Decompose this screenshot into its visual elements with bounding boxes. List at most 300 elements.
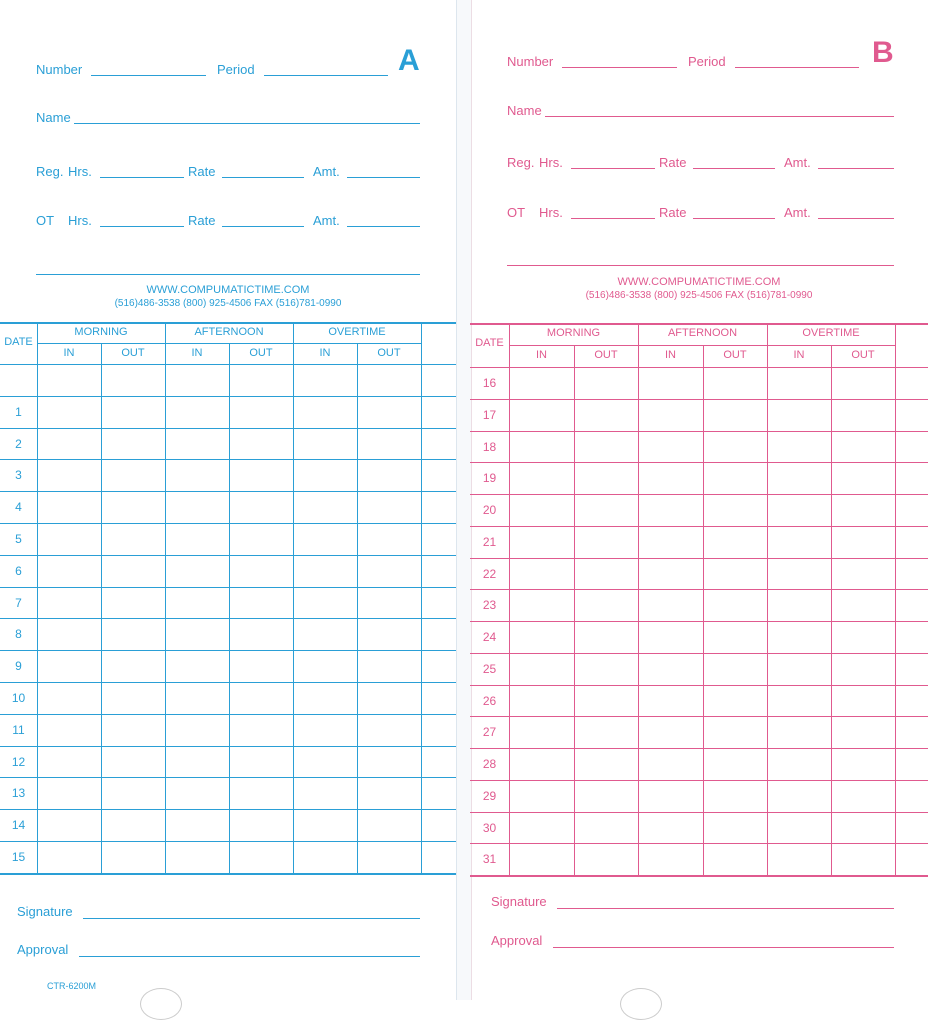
time-cell[interactable] [165, 396, 229, 428]
column-divider [421, 322, 422, 873]
time-cell[interactable] [509, 780, 574, 812]
time-cell[interactable] [293, 491, 357, 523]
time-cell[interactable] [101, 396, 165, 428]
time-cell[interactable] [229, 777, 293, 809]
time-cell[interactable] [293, 841, 357, 873]
morning-in-header: IN [536, 349, 547, 361]
time-cell[interactable] [357, 428, 421, 460]
overtime-header: OVERTIME [802, 327, 860, 339]
time-cell[interactable] [831, 653, 895, 685]
time-cell[interactable] [165, 841, 229, 873]
approval-label: Approval [491, 933, 543, 948]
time-cell[interactable] [37, 841, 101, 873]
number-field[interactable] [91, 75, 206, 76]
time-cell[interactable] [703, 780, 767, 812]
time-cell[interactable] [574, 462, 638, 494]
time-cell[interactable] [165, 746, 229, 778]
time-cell[interactable] [509, 431, 574, 463]
time-cell[interactable] [509, 494, 574, 526]
time-cell[interactable] [165, 587, 229, 619]
time-cell[interactable] [638, 558, 703, 590]
reg-hrs-label: Hrs. [539, 155, 563, 170]
time-cell[interactable] [574, 526, 638, 558]
ot-hrs-field[interactable] [100, 226, 184, 227]
approval-field[interactable] [553, 947, 894, 948]
time-cell[interactable] [229, 809, 293, 841]
time-cell[interactable] [638, 780, 703, 812]
time-cell[interactable] [831, 780, 895, 812]
time-cell[interactable] [357, 364, 421, 396]
phone-text: (516)486-3538 (800) 925-4506 FAX (516)781-0990 [114, 298, 342, 309]
time-cell[interactable] [293, 650, 357, 682]
date-cell: 7 [15, 595, 22, 610]
signature-field[interactable] [557, 908, 894, 909]
time-cell[interactable] [101, 809, 165, 841]
name-label: Name [36, 110, 71, 125]
date-cell: 29 [482, 788, 497, 803]
time-cell[interactable] [37, 364, 101, 396]
time-cell[interactable] [767, 494, 831, 526]
time-cell[interactable] [37, 459, 101, 491]
signature-label: Signature [17, 904, 73, 919]
reg-label: Reg. [36, 164, 64, 179]
reg-hrs-label: Hrs. [68, 164, 92, 179]
time-cell[interactable] [831, 812, 895, 844]
time-cell[interactable] [509, 526, 574, 558]
time-cell[interactable] [703, 716, 767, 748]
time-cell[interactable] [101, 428, 165, 460]
date-cell: 9 [15, 659, 22, 674]
time-cell[interactable] [293, 682, 357, 714]
overtime-header: OVERTIME [328, 326, 386, 338]
time-cell[interactable] [165, 777, 229, 809]
date-cell: 15 [11, 850, 26, 864]
time-cell[interactable] [37, 396, 101, 428]
form-code: CTR-6200M [47, 981, 97, 991]
time-cell[interactable] [767, 653, 831, 685]
time-cell[interactable] [165, 650, 229, 682]
time-cell[interactable] [574, 716, 638, 748]
overtime-in-header: IN [319, 347, 331, 359]
time-cell[interactable] [574, 431, 638, 463]
phone-text: (516)486-3538 (800) 925-4506 FAX (516)781-0990 [585, 290, 813, 301]
time-cell[interactable] [37, 746, 101, 778]
time-cell[interactable] [357, 650, 421, 682]
afternoon-out-header: OUT [723, 349, 747, 361]
date-cell: 2 [15, 436, 22, 451]
time-cell[interactable] [293, 587, 357, 619]
date-cell: 10 [11, 691, 26, 705]
time-cell[interactable] [357, 777, 421, 809]
time-cell[interactable] [703, 653, 767, 685]
time-cell[interactable] [101, 587, 165, 619]
time-cell[interactable] [357, 841, 421, 873]
reg-hrs-field[interactable] [100, 177, 184, 178]
card-letter: B [872, 36, 894, 69]
time-cell[interactable] [509, 653, 574, 685]
time-cell[interactable] [509, 621, 574, 653]
time-card-b [470, 0, 928, 1000]
time-cell[interactable] [638, 462, 703, 494]
date-cell: 19 [482, 471, 497, 486]
morning-out-header: OUT [594, 349, 618, 361]
divider-line [36, 274, 420, 275]
time-cell[interactable] [229, 841, 293, 873]
overtime-in-header: IN [793, 349, 805, 361]
number-label: Number [36, 62, 83, 77]
date-cell: 17 [482, 407, 497, 422]
date-cell: 22 [482, 566, 497, 581]
time-cell[interactable] [357, 523, 421, 555]
time-cell[interactable] [293, 364, 357, 396]
time-cell[interactable] [831, 494, 895, 526]
date-cell: 14 [11, 818, 26, 833]
time-cell[interactable] [229, 523, 293, 555]
time-cell[interactable] [767, 843, 831, 875]
approval-field[interactable] [79, 956, 420, 957]
time-cell[interactable] [357, 682, 421, 714]
time-cell[interactable] [509, 748, 574, 780]
time-cell[interactable] [574, 812, 638, 844]
time-cell[interactable] [831, 558, 895, 590]
time-cell[interactable] [165, 555, 229, 587]
period-field[interactable] [735, 67, 859, 68]
time-cell[interactable] [703, 494, 767, 526]
time-cell[interactable] [165, 364, 229, 396]
date-cell: 1 [15, 404, 22, 419]
time-cell[interactable] [831, 621, 895, 653]
reg-label: Reg. [507, 155, 535, 170]
time-cell[interactable] [509, 843, 574, 875]
time-cell[interactable] [831, 367, 895, 399]
time-cell[interactable] [638, 843, 703, 875]
time-cell[interactable] [767, 621, 831, 653]
overtime-out-header: OUT [851, 349, 875, 361]
time-cell[interactable] [509, 558, 574, 590]
time-cell[interactable] [831, 462, 895, 494]
time-cell[interactable] [831, 431, 895, 463]
divider-line [507, 265, 894, 266]
time-cell[interactable] [165, 428, 229, 460]
time-cell[interactable] [101, 459, 165, 491]
time-cell[interactable] [574, 399, 638, 431]
date-cell: 25 [482, 661, 497, 676]
time-cell[interactable] [574, 494, 638, 526]
time-cell[interactable] [357, 746, 421, 778]
reg-amt-field[interactable] [818, 168, 894, 169]
time-cell[interactable] [229, 459, 293, 491]
time-cell[interactable] [293, 396, 357, 428]
time-cell[interactable] [293, 746, 357, 778]
date-cell: 21 [482, 534, 497, 549]
time-cell[interactable] [574, 621, 638, 653]
time-cell[interactable] [357, 618, 421, 650]
time-cell[interactable] [831, 748, 895, 780]
reg-rate-label: Rate [659, 155, 687, 170]
header-divider [509, 345, 895, 346]
name-field[interactable] [545, 116, 894, 117]
reg-rate-field[interactable] [222, 177, 304, 178]
time-cell[interactable] [165, 714, 229, 746]
time-cell[interactable] [638, 589, 703, 621]
time-cell[interactable] [638, 367, 703, 399]
time-cell[interactable] [574, 843, 638, 875]
time-cell[interactable] [703, 399, 767, 431]
time-cell[interactable] [357, 809, 421, 841]
reg-amt-label: Amt. [313, 164, 340, 179]
time-cell[interactable] [767, 685, 831, 717]
time-cell[interactable] [703, 462, 767, 494]
ot-amt-field[interactable] [818, 218, 894, 219]
time-cell[interactable] [831, 716, 895, 748]
date-header: DATE [475, 337, 504, 349]
ot-rate-field[interactable] [222, 226, 304, 227]
ot-label: OT [36, 213, 55, 228]
time-cell[interactable] [574, 589, 638, 621]
time-cell[interactable] [638, 748, 703, 780]
time-cell[interactable] [101, 523, 165, 555]
time-cell[interactable] [293, 714, 357, 746]
time-cell[interactable] [767, 780, 831, 812]
signature-label: Signature [491, 894, 547, 909]
signature-field[interactable] [83, 918, 420, 919]
time-cell[interactable] [703, 589, 767, 621]
time-cell[interactable] [293, 555, 357, 587]
time-cell[interactable] [37, 650, 101, 682]
time-cell[interactable] [509, 399, 574, 431]
time-cell[interactable] [703, 431, 767, 463]
time-cell[interactable] [509, 462, 574, 494]
time-cell[interactable] [293, 618, 357, 650]
time-cell[interactable] [37, 555, 101, 587]
time-cell[interactable] [293, 523, 357, 555]
time-cell[interactable] [101, 714, 165, 746]
date-cell: 31 [482, 852, 497, 867]
time-cell[interactable] [101, 841, 165, 873]
afternoon-header: AFTERNOON [667, 327, 738, 339]
time-cell[interactable] [229, 682, 293, 714]
time-cell[interactable] [831, 685, 895, 717]
time-cell[interactable] [767, 748, 831, 780]
time-cell[interactable] [574, 780, 638, 812]
period-field[interactable] [264, 75, 388, 76]
time-cell[interactable] [767, 589, 831, 621]
time-cell[interactable] [229, 618, 293, 650]
time-cell[interactable] [37, 587, 101, 619]
time-cell[interactable] [101, 555, 165, 587]
time-cell[interactable] [229, 587, 293, 619]
overtime-out-header: OUT [377, 347, 401, 359]
time-cell[interactable] [767, 558, 831, 590]
date-cell: 16 [482, 376, 497, 390]
punch-notch [620, 988, 662, 1020]
period-label: Period [217, 62, 255, 77]
time-cell[interactable] [831, 526, 895, 558]
time-cell[interactable] [638, 621, 703, 653]
time-cell[interactable] [293, 777, 357, 809]
reg-rate-field[interactable] [693, 168, 775, 169]
ot-amt-label: Amt. [313, 213, 340, 228]
time-cell[interactable] [638, 399, 703, 431]
time-cell[interactable] [638, 431, 703, 463]
afternoon-header: AFTERNOON [194, 326, 264, 338]
time-cell[interactable] [509, 716, 574, 748]
time-cell[interactable] [574, 748, 638, 780]
time-cell[interactable] [574, 653, 638, 685]
time-cell[interactable] [229, 746, 293, 778]
time-cell[interactable] [165, 682, 229, 714]
time-cell[interactable] [703, 526, 767, 558]
time-cell[interactable] [831, 589, 895, 621]
morning-out-header: OUT [121, 347, 145, 359]
date-cell: 11 [12, 722, 25, 737]
date-cell: 30 [482, 820, 497, 835]
ot-rate-field[interactable] [693, 218, 775, 219]
ot-label: OT [507, 205, 526, 220]
website-text: WWW.COMPUMATICTIME.COM [617, 276, 781, 288]
time-cell[interactable] [165, 618, 229, 650]
time-cell[interactable] [37, 523, 101, 555]
time-cell[interactable] [293, 428, 357, 460]
time-cell[interactable] [767, 716, 831, 748]
time-cell[interactable] [509, 589, 574, 621]
time-cell[interactable] [293, 459, 357, 491]
time-cell[interactable] [574, 367, 638, 399]
date-cell: 3 [15, 468, 22, 483]
time-cell[interactable] [37, 428, 101, 460]
time-cell[interactable] [37, 682, 101, 714]
time-cell[interactable] [37, 777, 101, 809]
time-cell[interactable] [37, 809, 101, 841]
time-cell[interactable] [703, 558, 767, 590]
ot-rate-label: Rate [188, 213, 216, 228]
time-cell[interactable] [767, 462, 831, 494]
time-cell[interactable] [357, 459, 421, 491]
time-cell[interactable] [638, 653, 703, 685]
time-cell[interactable] [229, 364, 293, 396]
date-cell: 5 [15, 532, 22, 546]
time-cell[interactable] [37, 714, 101, 746]
time-cell[interactable] [101, 746, 165, 778]
reg-amt-label: Amt. [784, 155, 811, 170]
reg-hrs-field[interactable] [571, 168, 655, 169]
time-cell[interactable] [703, 843, 767, 875]
time-cell[interactable] [767, 367, 831, 399]
time-card-a [0, 0, 456, 1000]
number-field[interactable] [562, 67, 677, 68]
time-cell[interactable] [638, 494, 703, 526]
date-cell: 13 [11, 786, 26, 801]
time-cell[interactable] [229, 396, 293, 428]
time-cell[interactable] [703, 748, 767, 780]
time-cell[interactable] [293, 809, 357, 841]
time-cell[interactable] [767, 399, 831, 431]
time-cell[interactable] [831, 399, 895, 431]
time-cell[interactable] [703, 812, 767, 844]
time-cell[interactable] [357, 714, 421, 746]
time-cell[interactable] [229, 650, 293, 682]
time-cell[interactable] [831, 843, 895, 875]
time-cell[interactable] [229, 714, 293, 746]
morning-header: MORNING [546, 327, 601, 339]
table-bottom-border [470, 875, 928, 877]
morning-header: MORNING [74, 326, 128, 338]
table-top-border [470, 323, 928, 325]
table-bottom-border [0, 873, 456, 875]
time-cell[interactable] [357, 491, 421, 523]
date-cell: 24 [482, 630, 497, 644]
afternoon-in-header: IN [191, 347, 203, 359]
time-cell[interactable] [229, 491, 293, 523]
time-cell[interactable] [357, 396, 421, 428]
time-cell[interactable] [165, 459, 229, 491]
morning-in-header: IN [63, 347, 75, 359]
time-cell[interactable] [357, 555, 421, 587]
name-field[interactable] [74, 123, 420, 124]
time-cell[interactable] [509, 367, 574, 399]
afternoon-out-header: OUT [249, 347, 273, 359]
date-cell: 8 [15, 627, 22, 642]
time-cell[interactable] [638, 526, 703, 558]
time-cell[interactable] [638, 812, 703, 844]
ot-amt-field[interactable] [347, 226, 420, 227]
date-cell: 27 [482, 725, 497, 740]
time-cell[interactable] [357, 587, 421, 619]
time-cell[interactable] [165, 491, 229, 523]
date-cell: 18 [482, 439, 497, 454]
ot-amt-label: Amt. [784, 205, 811, 220]
afternoon-in-header: IN [665, 349, 676, 361]
date-cell: 12 [11, 754, 26, 769]
time-cell[interactable] [101, 491, 165, 523]
time-cell[interactable] [703, 367, 767, 399]
time-cell[interactable] [101, 364, 165, 396]
time-cell[interactable] [101, 682, 165, 714]
date-cell: 23 [482, 598, 497, 613]
reg-amt-field[interactable] [347, 177, 420, 178]
time-cell[interactable] [767, 526, 831, 558]
time-cell[interactable] [101, 618, 165, 650]
date-cell: 28 [482, 757, 497, 771]
time-cell[interactable] [638, 685, 703, 717]
date-cell: 26 [482, 693, 497, 708]
time-cell[interactable] [37, 491, 101, 523]
time-cell[interactable] [767, 431, 831, 463]
time-cell[interactable] [638, 716, 703, 748]
time-cell[interactable] [703, 621, 767, 653]
time-cell[interactable] [703, 685, 767, 717]
time-cell[interactable] [101, 777, 165, 809]
ot-hrs-label: Hrs. [539, 205, 563, 220]
card-letter: A [398, 44, 420, 77]
time-cell[interactable] [574, 685, 638, 717]
time-cell[interactable] [509, 812, 574, 844]
ot-hrs-label: Hrs. [68, 213, 92, 228]
time-cell[interactable] [101, 650, 165, 682]
period-label: Period [688, 54, 726, 69]
time-cell[interactable] [509, 685, 574, 717]
reg-rate-label: Rate [188, 164, 216, 179]
time-cell[interactable] [229, 555, 293, 587]
time-cell[interactable] [37, 618, 101, 650]
time-cell[interactable] [767, 812, 831, 844]
date-header: DATE [4, 336, 33, 348]
ot-hrs-field[interactable] [571, 218, 655, 219]
time-cell[interactable] [165, 523, 229, 555]
time-cell[interactable] [229, 428, 293, 460]
time-cell[interactable] [165, 809, 229, 841]
time-cell[interactable] [574, 558, 638, 590]
